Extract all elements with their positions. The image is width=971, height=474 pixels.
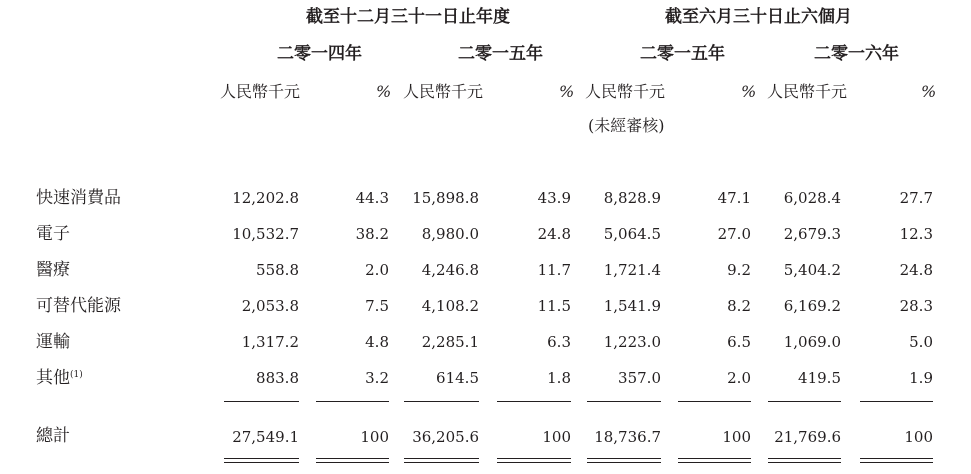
amount-cell: 4,246.8 [421,261,479,279]
pct-header-4: % [921,82,937,101]
percent-cell: 12.3 [899,225,933,243]
percent-cell: 6.5 [727,333,751,351]
percent-cell: 11.7 [537,261,571,279]
year-header-2016-h1: 二零一六年 [814,44,899,64]
amount-cell: 357.0 [618,369,661,387]
percent-cell: 7.5 [365,297,389,315]
total-double-rule [497,458,571,463]
total-double-rule [860,458,933,463]
subtotal-rule [497,401,571,402]
unit-header-1: 人民幣千元 [220,82,301,101]
total-amount-cell: 27,549.1 [232,428,299,446]
amount-cell: 883.8 [256,369,299,387]
total-amount-cell: 21,769.6 [774,428,841,446]
amount-cell: 614.5 [436,369,479,387]
amount-cell: 8,980.0 [421,225,479,243]
amount-cell: 2,053.8 [241,297,299,315]
amount-cell: 15,898.8 [412,189,479,207]
total-percent-cell: 100 [542,428,571,446]
unaudited-note: (未經審核) [588,116,665,135]
row-label-others-text: 其他 [36,368,70,388]
percent-cell: 4.8 [365,333,389,351]
total-percent-cell: 100 [904,428,933,446]
pct-header-2: % [559,82,575,101]
percent-cell: 3.2 [365,369,389,387]
amount-cell: 1,541.9 [603,297,661,315]
row-label-medical: 醫療 [36,260,70,280]
total-amount-cell: 36,205.6 [412,428,479,446]
percent-cell: 27.0 [717,225,751,243]
total-double-rule [678,458,751,463]
subtotal-rule [224,401,299,402]
percent-cell: 2.0 [365,261,389,279]
percent-cell: 1.8 [547,369,571,387]
row-label-transport: 運輸 [36,332,70,352]
amount-cell: 2,679.3 [783,225,841,243]
percent-cell: 38.2 [355,225,389,243]
subtotal-rule [316,401,389,402]
amount-cell: 558.8 [256,261,299,279]
year-header-2015-h1: 二零一五年 [640,44,725,64]
row-label-total: 總計 [36,426,70,446]
amount-cell: 6,169.2 [783,297,841,315]
total-percent-cell: 100 [722,428,751,446]
total-double-rule [316,458,389,463]
amount-cell: 1,721.4 [603,261,661,279]
period-header-year: 截至十二月三十一日止年度 [306,7,510,27]
year-header-2015: 二零一五年 [458,44,543,64]
unit-header-3: 人民幣千元 [585,82,666,101]
row-label-others [36,370,83,387]
row-label-fmcg: 快速消費品 [36,188,121,208]
percent-cell: 44.3 [355,189,389,207]
amount-cell: 10,532.7 [232,225,299,243]
footnote-marker: (1) [70,370,83,380]
percent-cell: 2.0 [727,369,751,387]
percent-cell: 28.3 [899,297,933,315]
percent-cell: 6.3 [547,333,571,351]
subtotal-rule [404,401,479,402]
amount-cell: 5,064.5 [603,225,661,243]
unit-header-4: 人民幣千元 [767,82,848,101]
total-double-rule [768,458,841,463]
total-double-rule [587,458,661,463]
percent-cell: 11.5 [537,297,571,315]
amount-cell: 419.5 [798,369,841,387]
amount-cell: 4,108.2 [421,297,479,315]
amount-cell: 8,828.9 [603,189,661,207]
percent-cell: 43.9 [537,189,571,207]
percent-cell: 24.8 [537,225,571,243]
total-amount-cell: 18,736.7 [594,428,661,446]
percent-cell: 5.0 [909,333,933,351]
amount-cell: 5,404.2 [783,261,841,279]
percent-cell: 24.8 [899,261,933,279]
total-double-rule [224,458,299,463]
subtotal-rule [768,401,841,402]
subtotal-rule [587,401,661,402]
amount-cell: 6,028.4 [783,189,841,207]
unit-header-2: 人民幣千元 [403,82,484,101]
percent-cell: 27.7 [899,189,933,207]
amount-cell: 2,285.1 [421,333,479,351]
amount-cell: 1,317.2 [241,333,299,351]
total-percent-cell: 100 [360,428,389,446]
pct-header-3: % [741,82,757,101]
total-double-rule [404,458,479,463]
percent-cell: 47.1 [717,189,751,207]
row-label-electronics: 電子 [36,224,70,244]
amount-cell: 1,223.0 [603,333,661,351]
subtotal-rule [678,401,751,402]
amount-cell: 1,069.0 [783,333,841,351]
percent-cell: 9.2 [727,261,751,279]
year-header-2014: 二零一四年 [277,44,362,64]
amount-cell: 12,202.8 [232,189,299,207]
percent-cell: 8.2 [727,297,751,315]
percent-cell: 1.9 [909,369,933,387]
subtotal-rule [860,401,933,402]
pct-header-1: % [376,82,392,101]
row-label-alt-energy: 可替代能源 [36,296,121,316]
period-header-six-months: 截至六月三十日止六個月 [665,7,852,27]
